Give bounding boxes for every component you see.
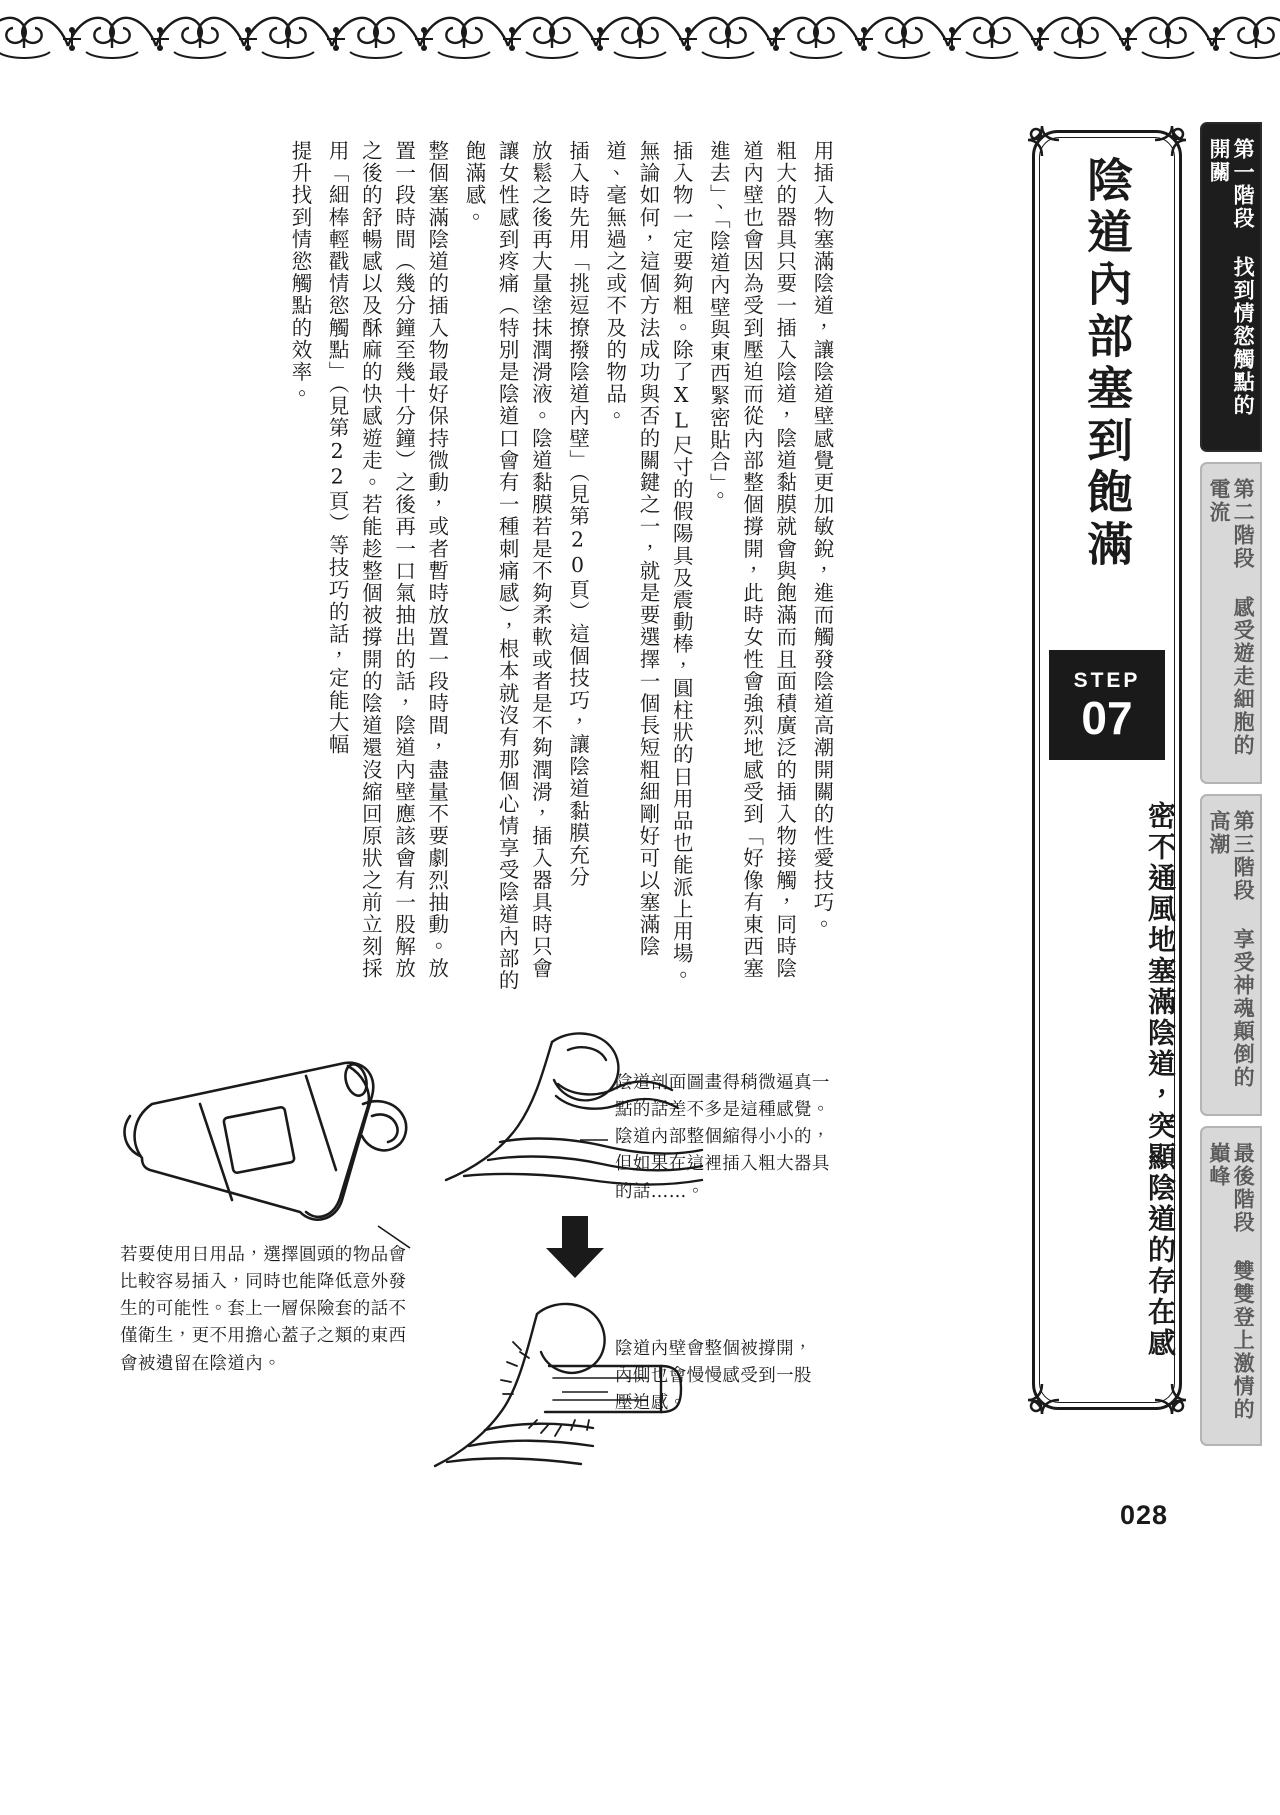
sidebar-item-stage-2[interactable] [1200, 462, 1262, 784]
sidebar-item-label: 最後階段 雙雙登上激情的巔峰 [1207, 1142, 1256, 1421]
sidebar-item-stage-final[interactable] [1200, 1126, 1262, 1446]
body-column: 插入時先用「挑逗撩撥陰道內壁」（見第20頁）這個技巧，讓陰道黏膜充分 [565, 140, 590, 889]
page-number: 028 [1119, 1500, 1168, 1530]
figure-caption-toy: 若要使用日用品，選擇圓頭的物品會比較容易插入，同時也能降低意外發生的可能性。套上一層保險套的話不僅衛生，更不用擔心蓋子之類的東西會被遺留在陰道內。 [120, 1245, 407, 1374]
body-column: 整個塞滿陰道的插入物最好保持微動，或者暫時放置一段時間，盡量不要劇烈抽動。放置一段時間（幾分鐘至幾十分鐘）之後再一口氣抽出的話，陰道內壁應該會有一股解放之後的舒暢感以及酥麻的快感遊走。若能趁整個被撐開的陰道還沒縮回原狀之前立刻採用「細棒輕戳情慾觸點」（見第22頁）等技巧的話，定能大幅 [325, 140, 449, 980]
page-top-ornament [0, 0, 1280, 92]
figure-area [110, 1020, 840, 1580]
corner-swirl-icon [1026, 124, 1060, 158]
status-badge [1049, 650, 1165, 760]
sidebar-item-stage-3[interactable] [1200, 794, 1262, 1116]
sidebar-item-label: 第三階段 享受神魂顛倒的高潮 [1207, 810, 1256, 1089]
figure-caption-vagina: 陰道剖面圖畫得稍微逼真一點的話差不多是這種感覺。陰道內部整個縮得小小的，但如果在這裡插入粗大器具的話……。 [615, 1073, 830, 1202]
page-title: 陰道內部塞到飽滿 [1080, 156, 1135, 572]
sidebar-item-stage-1[interactable] [1200, 122, 1262, 452]
step-label: STEP [1073, 669, 1141, 692]
article-body [118, 140, 838, 1000]
sidebar-item-label: 第二階段 感受遊走細胞的電流 [1207, 478, 1256, 757]
body-column: 用插入物塞滿陰道，讓陰道壁感覺更加敏銳，進而觸發陰道高潮開關的性愛技巧。 [810, 140, 834, 936]
sidebar-item-label: 第一階段 找到情慾觸點的開關 [1207, 138, 1256, 417]
corner-swirl-icon [1154, 124, 1188, 158]
corner-swirl-icon [1154, 1382, 1188, 1416]
chapter-tab-rail [1196, 122, 1262, 1422]
body-column: 提升找到情慾觸點的效率。 [287, 140, 312, 406]
body-column: 粗大的器具只要一插入陰道，陰道黏膜就會與飽滿而且面積廣泛的插入物接觸，同時陰道內壁也會因為受到壓迫而從內部整個撐開，此時女性會強烈地感受到「好像有東西塞進去」、「陰道內壁與東西緊密貼合」。 [706, 140, 797, 980]
title-frame [1032, 130, 1182, 1410]
figure-caption-inner-wall: 陰道內壁會整個被撐開，內側也會慢慢感受到一股壓迫感。 [615, 1339, 812, 1414]
toy-illustration [110, 1030, 440, 1250]
body-column: 放鬆之後再大量塗抹潤滑液。陰道黏膜若是不夠柔軟或者是不夠潤滑，插入器具時只會讓女性感到疼痛（特別是陰道口會有一種刺痛感），根本就沒有那個心情享受陰道內部的飽滿感。 [461, 140, 553, 992]
page-subtitle: 密不通風地塞滿陰道，突顯陰道的存在感 [1144, 801, 1175, 1359]
corner-swirl-icon [1026, 1382, 1060, 1416]
step-number: 07 [1081, 692, 1133, 744]
body-column: 插入物一定要夠粗。除了XL尺寸的假陽具及震動棒，圓柱狀的日用品也能派上用場。無論如何，這個方法成功與否的關鍵之一，就是要選擇一個長短粗細剛好可以塞滿陰道、毫無過之或不及的物品。 [602, 140, 694, 987]
